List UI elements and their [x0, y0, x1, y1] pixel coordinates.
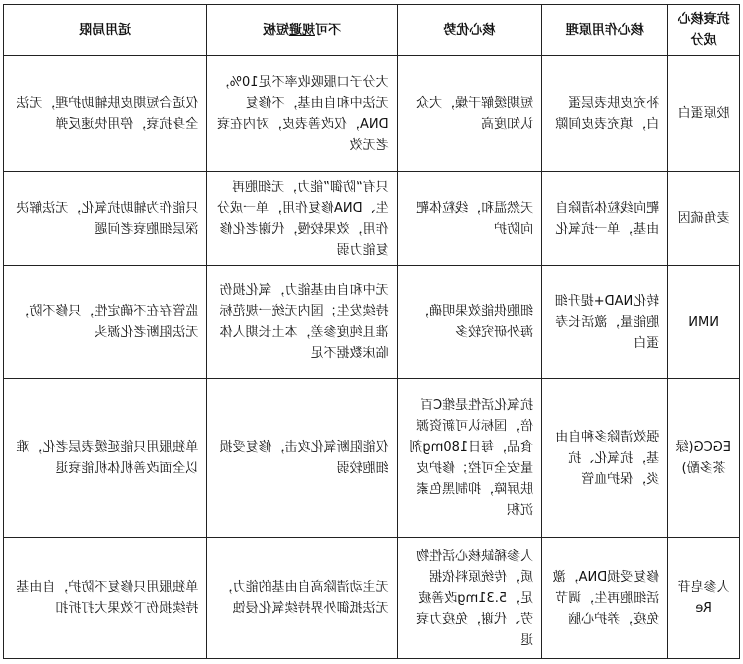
- header-advantage: 核心优势: [397, 5, 542, 56]
- cell-ingredient: NMN: [668, 266, 740, 379]
- cell-scope: 监管存在不确定性，只修不防，无法阻断老化源头: [4, 266, 207, 379]
- header-ingredient: 抗衰核心成分: [668, 5, 740, 56]
- table-row: [4, 172, 740, 266]
- table-row: [4, 538, 740, 659]
- header-shortcoming: [207, 5, 397, 56]
- cell-shortcoming: 仅能阻断氧化攻击，修复受损细胞较弱: [207, 379, 397, 538]
- cell-ingredient: EGCG(绿茶多酚): [668, 379, 740, 538]
- comparison-table: [3, 4, 740, 659]
- header-shortcoming-prefix: 不可: [314, 22, 341, 38]
- cell-ingredient: 胶原蛋白: [668, 56, 740, 172]
- cell-shortcoming: 只有“防御”能力，无细胞再生、DNA修复作用，单一成分作用，效果较慢，代谢老化修复能力弱: [207, 172, 397, 266]
- cell-scope: 仅适合短期皮肤辅助护理，无法全身抗衰，停用快速反弹: [4, 56, 207, 172]
- cell-scope: 单独服用只修复不防护，自由基持续损伤下效果大打折扣: [4, 538, 207, 659]
- cell-advantage: 抗氧化活性是维C百倍，国标认可新资源食品，每日180mg剂量安全可控；修护皮肤屏障，抑制黑色素沉积: [397, 379, 542, 538]
- cell-mechanism: 强效清除多种自由基，抗氧化、抗炎，保护血管: [542, 379, 668, 538]
- table-row: [4, 56, 740, 172]
- cell-mechanism: 靶向线粒体清除自由基，单一抗氧化: [542, 172, 668, 266]
- cell-shortcoming: 无中和自由基能力，氧化损伤持续发生；国内无统一规范标准且纯度参差，本土长期人体临床数据不足: [207, 266, 397, 379]
- cell-shortcoming: 无主动清除高自由基的能力，无法抵御外界持续氧化侵蚀: [207, 538, 397, 659]
- cell-ingredient: 人参皂苷Re: [668, 538, 740, 659]
- header-mechanism: 核心作用原理: [542, 5, 668, 56]
- cell-advantage: 人参稀缺核心活性物质，传统原料依据足，5.31mg改善疲劳、代谢，免疫力衰退: [397, 538, 542, 659]
- header-scope: 适用局限: [4, 5, 207, 56]
- cell-advantage: 短期缓解干燥，大众认知度高: [397, 56, 542, 172]
- cell-scope: 只能作为辅助抗氧化，无法解决深层细胞衰老问题: [4, 172, 207, 266]
- cell-advantage: 天然温和，线粒体靶向防护: [397, 172, 542, 266]
- header-shortcoming-underlined: 规避: [288, 22, 315, 38]
- cell-mechanism: 修复受损DNA，激活细胞再生，调节免疫，养护心脑: [542, 538, 668, 659]
- cell-mechanism: 转化NAD+提升细胞能量，激活长寿蛋白: [542, 266, 668, 379]
- table-row: [4, 266, 740, 379]
- table-row: [4, 379, 740, 538]
- header-row: [4, 5, 740, 56]
- cell-ingredient: 麦角硫因: [668, 172, 740, 266]
- header-shortcoming-suffix: 短板: [262, 22, 289, 38]
- cell-advantage: 细胞供能效果明确，海外研究较多: [397, 266, 542, 379]
- cell-shortcoming: 大分子口服吸收率不足10%，无法中和自由基，不修复DNA，仅改善表皮，对内在衰老无效: [207, 56, 397, 172]
- cell-scope: 单独服用只能延缓表层老化，难以全面改善机体机能衰退: [4, 379, 207, 538]
- cell-mechanism: 补充皮肤表层蛋白，填充表皮间隙: [542, 56, 668, 172]
